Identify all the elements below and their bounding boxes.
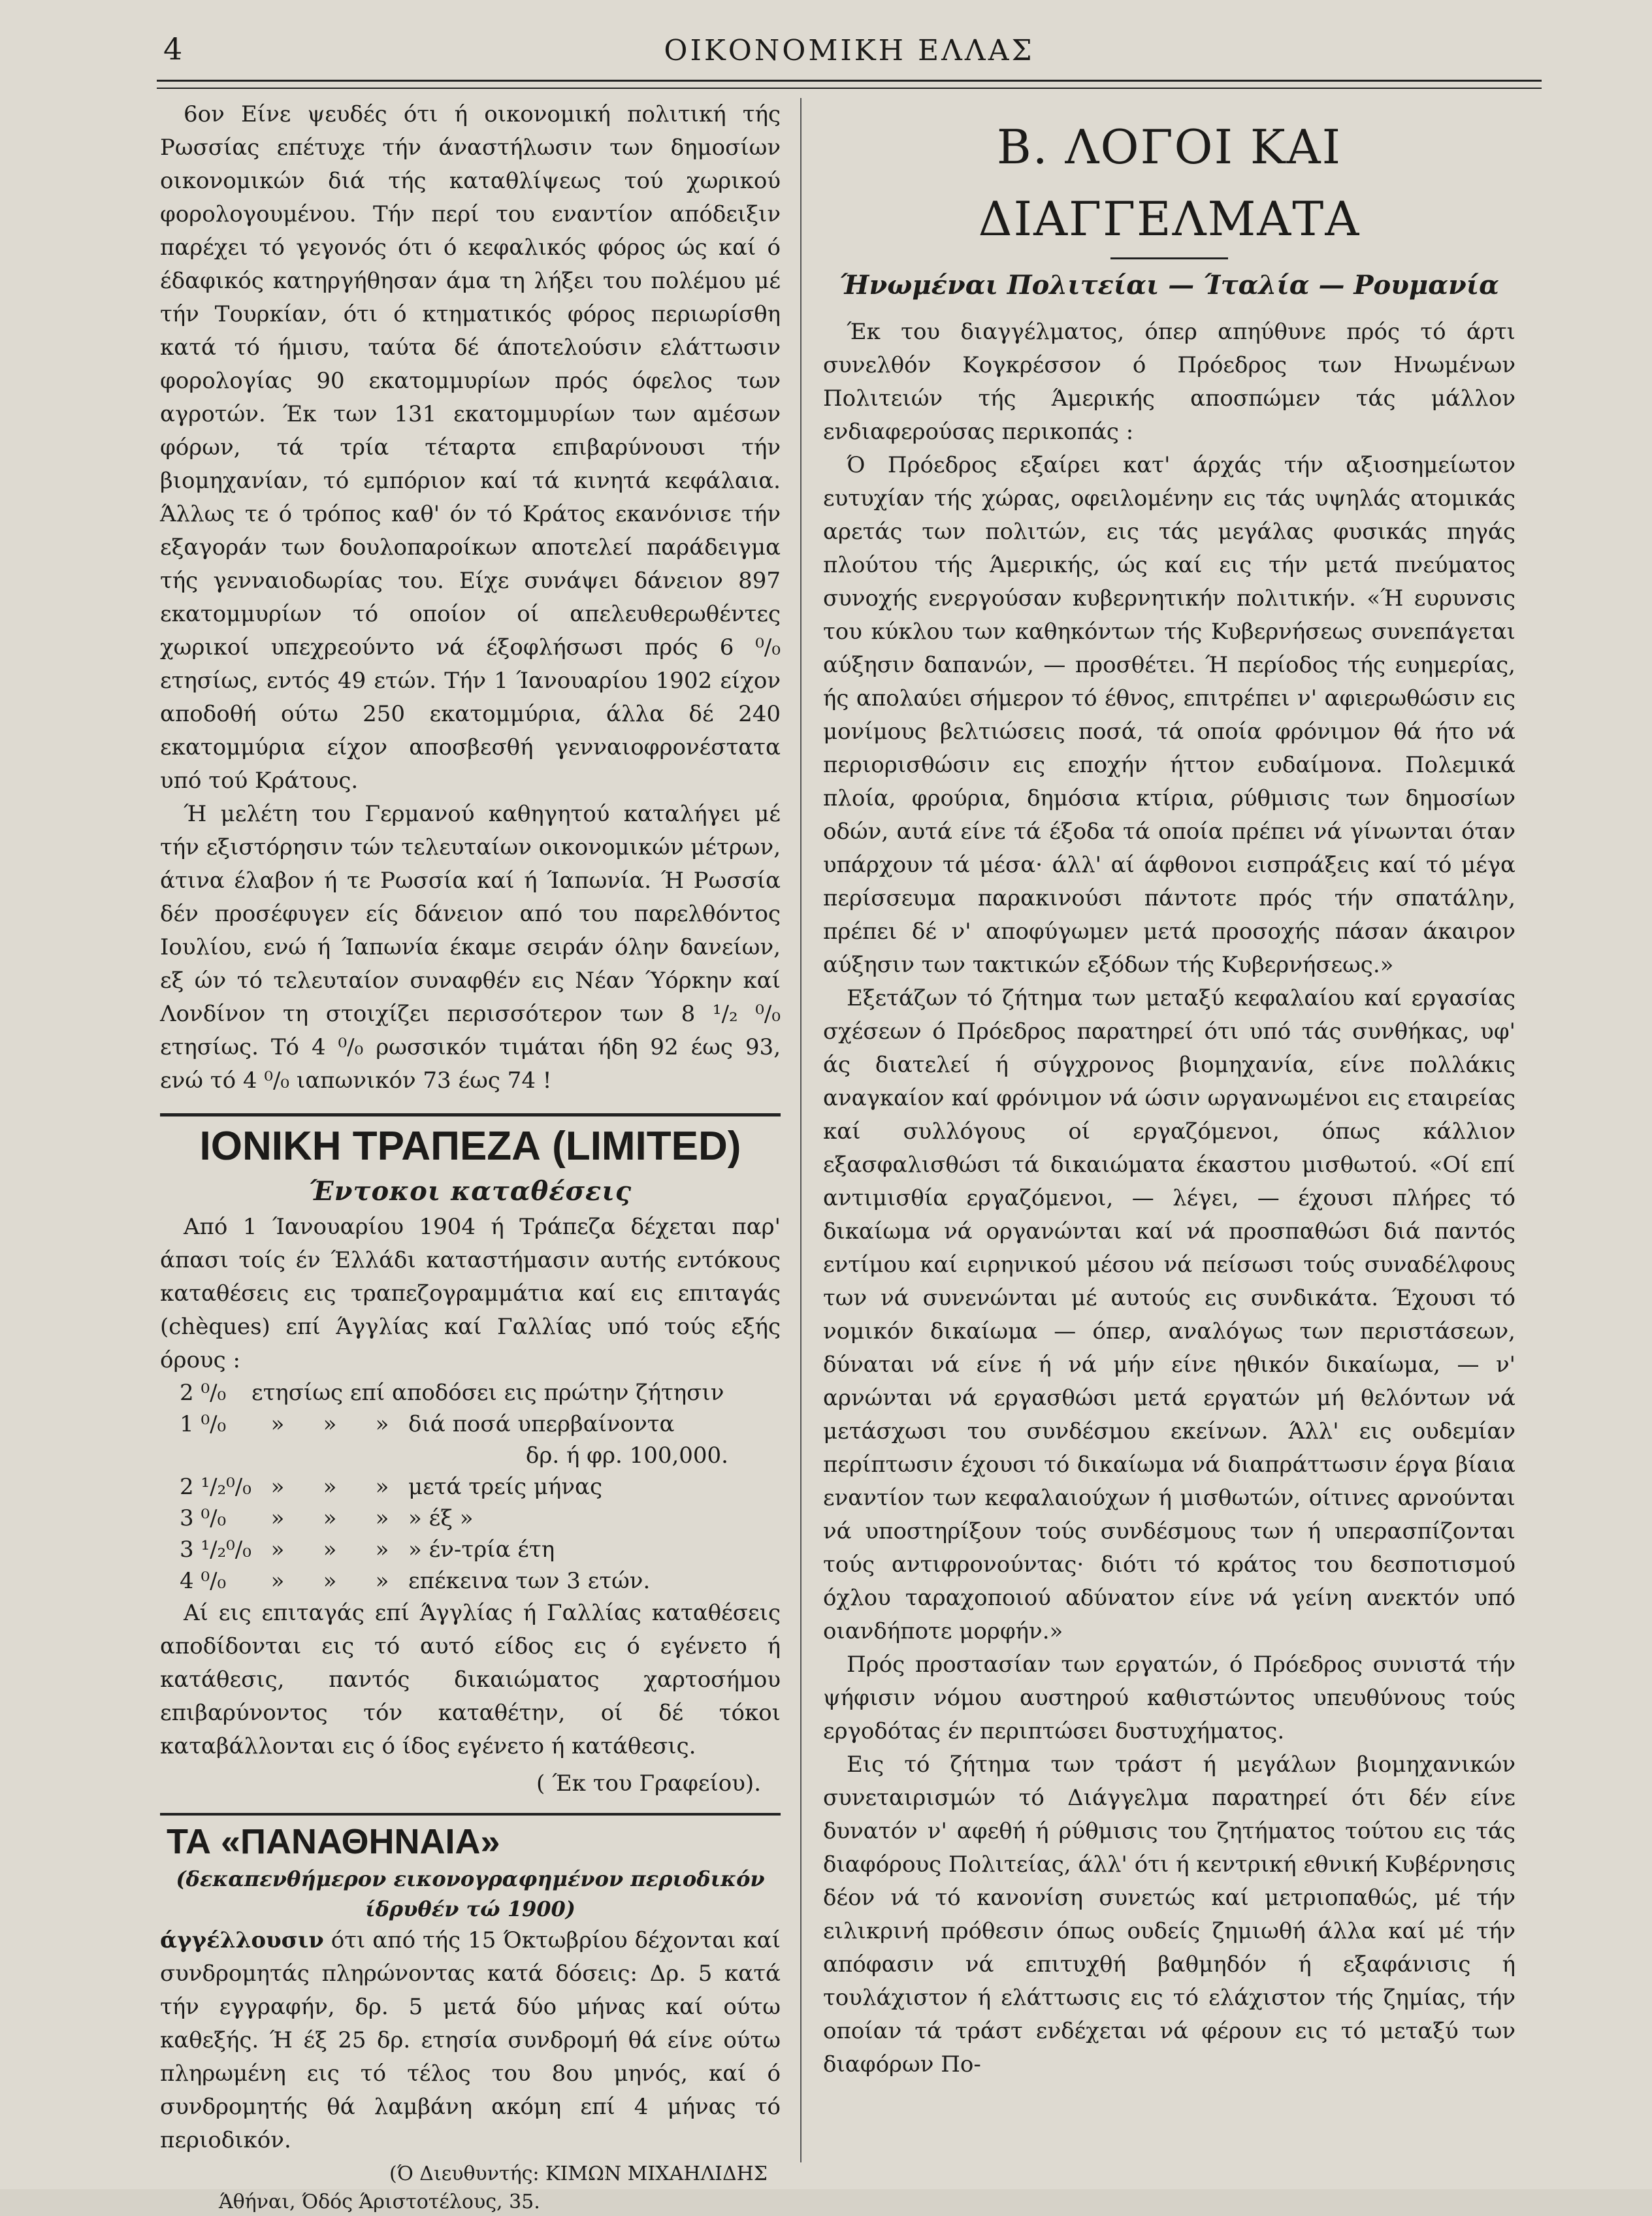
panathenaia-advertisement [160,1813,781,2216]
rate-row [160,1534,781,1565]
rate-row [160,1565,781,1597]
section-rule [1110,257,1228,259]
rate-row [160,1409,781,1440]
article-paragraph: Πρός προστασίαν των εργατών, ό Πρόεδρος συνιστά τήν ψήφισιν νόμου αυστηρού καθιστώντος υπευθύνους τούς εργοδότας έν περιπτώσει δυστυχήματος. [823,1652,1515,1744]
ditto-mark: » [375,1568,389,1594]
ditto-mark: » [270,1537,285,1563]
rate-text: ετησίως επί αποδόσει εις πρώτην ζήτησιν [251,1380,724,1406]
rate-value: 2 ⁰/₀ [180,1380,227,1406]
article-paragraph: Εξετάζων τό ζήτημα των μεταξύ κεφαλαίου καί εργασίας σχέσεων ό Πρόεδρος παρατηρεί ότι υπό τάς συνθήκας, υφ' άς διατελεί ή σύγχρονος βιομηχανία, είνε πολλάκις αναγκαίον καί φρόνιμον νά ώσιν ωργανωμένοι εις εταιρείας καί συλλόγους οί εργαζόμενοι, όπως κάλλιον εξασφαλισθώσι τά δικαιώματα έκαστου μισθωτού. «Οί επί αντιμισθία εργαζόμενοι, — λέγει, — έχουσι πλήρες τό δικαίωμα νά οργανώνται καί νά προσπαθώσι διά παντός εντίμου καί ειρηνικού μέσου νά πείσωσι τούς συναδέλφους των νά συνενώνται μέ αυτούς εις συνδικάτα. Έχουσι τό νομικόν δικαίωμα — όπερ, αναλόγως των περιστάσεων, δύναται νά είνε ή νά μήν είνε ηθικόν δικαίωμα, — ν' αρνώνται νά εργασθώσι μετά εργατών μή θελόντων νά μετάσχωσι του συνδέσμου εκείνων. Άλλ' εις ουδεμίαν περίπτωσιν έχουσι τό δικαίωμα νά διαπράττωσιν έργα βίαια εναντίον των κεφαλαιούχων ή μισθωτών, οίτινες αρνούνται νά υποστηρίξουν τούς συνδέσμους των ή υπερασπίζονται τούς αντιφρονούντας· διότι τό κράτος του δεσποτισμού όχλου ταραχοποιού αδύνατον είνε νά γείνη ανεκτόν υπό οιανδήποτε μορφήν.» [823,985,1515,1644]
rate-text: επέκεινα των 3 ετών. [408,1568,651,1594]
director-line: (Ό Διευθυντής: ΚΙΜΩΝ ΜΙΧΑΗΛΙΔΗΣ [389,2162,768,2185]
panathenaia-title: ΤΑ «ΠΑΝΑΘΗΝΑΙΑ» [160,1813,781,1864]
article-paragraph: Εις τό ζήτημα των τράστ ή μεγάλων βιομηχανικών συνεταιρισμών τό Διάγγελμα παρατηρεί ότι δέν είνε δυνατόν ν' αφεθή ή ρύθμισις του ζητήματος τούτου εις τάς διαφόρους Πολιτείας, άλλ' ότι ή κεντρική εθνική Κυβέρνησις δέον νά τό κανονίση συνετώς καί μετριοπαθώς, μέ τήν ειλικρινή πρόθεσιν όπως ουδείς ζημιωθή άλλα καί μέ τήν απόφασιν νά επιτυχθή βαθμηδόν ή εξαφάνισις ή τουλάχιστον ή ελάττωσις εις τό ελάχιστον τής ζημίας, τήν οποίαν τά τράστ ενδέχεται νά φέρουν εις τό μεταξύ των διαφόρων Πο- [823,1752,1515,2078]
ditto-mark: » [375,1411,389,1437]
ditto-mark: » [270,1505,285,1531]
ditto-mark: » [270,1411,285,1437]
column-divider [800,98,802,2162]
page-header [157,31,1542,77]
running-title: ΟΙΚΟΝΟΜΙΚΗ ΕΛΛΑΣ [664,34,1035,67]
left-column [160,98,781,2213]
panathenaia-subtitle: (δεκαπενθήμερον εικονογραφημένον περιοδικόν ίδρυθέν τώ 1900) [176,1866,765,1921]
rate-value: 3 ⁰/₀ [180,1505,227,1531]
article-paragraph: Έκ του διαγγέλματος, όπερ απηύθυνε πρός τό άρτι συνελθόν Κογκρέσσον ό Πρόεδρος των Ηνωμένων Πολιτειών τής Άμερικής αποσπώμεν τάς μάλλον ενδιαφερούσας περικοπάς : [823,319,1515,445]
intro-paragraph: 6ον Είνε ψευδές ότι ή οικονομική πολιτική τής Ρωσσίας επέτυχε τήν άναστήλωσιν των δημοσίων οικονομικών διά τής καταθλίψεως τού χωρικού φορολογουμένου. Τήν περί του εναντίον απόδειξιν παρέχει τό γεγονός ότι ό κεφαλικός φόρος ώς καί ό έδαφικός κατηργήθησαν άμα τη λήξει του πολέμου μέ τήν Τουρκίαν, ότι ό κτηματικός φόρος περιωρίσθη κατά τό ήμισυ, ταύτα δέ άποτελούσιν ελάττωσιν φορολογίας 90 εκατομμυρίων πρός όφελος των αγροτών. Έκ των 131 εκατομμυρίων των αμέσων φόρων, τά τρία τέταρτα επιβαρύνουσι τήν βιομηχανίαν, τό εμπόριον καί τά κινητά κεφάλαια. Άλλως τε ό τρόπος καθ' όν τό Κράτος εκανόνισε τήν εξαγοράν των δουλοπαροίκων αποτελεί παράδειγμα τής γενναιοδωρίας του. Είχε συνάψει δάνειον 897 εκατομμυρίων τό οποίον οί απελευθερωθέντες χωρικοί υπεχρεούντο νά έξοφλήσωσι πρός 6 ⁰/₀ ετησίως, εντός 49 ετών. Τήν 1 Ίανουαρίου 1902 είχον αποδοθή ούτω 250 εκατομμύρια, άλλα δέ 240 εκατομμύρια είχον αποσβεσθή γενναιοφρονέστατα υπό τού Κράτους. [160,101,781,794]
ditto-mark: » [375,1505,389,1531]
bank-source: ( Έκ του Γραφείου). [536,1770,761,1797]
rate-row [160,1377,781,1409]
ditto-mark: » [270,1474,285,1500]
ditto-mark: » [323,1537,337,1563]
address-line: Άθήναι, Όδός Άριστοτέλους, 35. [219,2191,540,2213]
ditto-mark: » [270,1568,285,1594]
section-title: Β. ΛΟΓΟΙ ΚΑΙ ΔΙΑΓΓΕΛΜΑΤΑ [978,120,1361,246]
header-rule [157,80,1542,89]
second-paragraph: Ή μελέτη του Γερμανού καθηγητού καταλήγει μέ τήν εξιστόρησιν τών τελευταίων οικονομικών μέτρων, άτινα έλαβον ή τε Ρωσσία καί ή Ίαπωνία. Ή Ρωσσία δέν προσέφυγεν είς δάνειον από του παρελθόντος Ιουλίου, ενώ ή Ίαπωνία έκαμε σειράν όλην δανείων, εξ ών τό τελευταίον συναφθέν εις Νέαν Ύόρκην καί Λονδίνον τη στοιχίζει περισσότερον των 8 ¹/₂ ⁰/₀ ετησίως. Τό 4 ⁰/₀ ρωσσικόν τιμάται ήδη 92 έως 93, ενώ τό 4 ⁰/₀ ιαπωνικόν 73 έως 74 ! [160,801,781,1094]
bank-title: ΙΟΝΙΚΗ ΤΡΑΠΕΖΑ (LIMITED) [160,1113,781,1173]
rate-row [160,1503,781,1534]
rate-text: » έν-τρία έτη [408,1537,555,1563]
panathenaia-body: ότι από τής 15 Όκτωβρίου δέχονται καί συνδρομητάς πληρώνοντας κατά δόσεις: Δρ. 5 κατά τήν εγγραφήν, δρ. 5 μετά δύο μήνας καί ούτω καθεξής. Ή έξ 25 δρ. ετησία συνδρομή θά είνε ούτω πληρωμένη εις τό τέλος του 8ου μηνός, καί ό συνδρομητής θά λαμβάνη ακόμη επί 4 μήνας τό περιοδικόν. [160,1927,781,2153]
rate-row [160,1471,781,1503]
bank-intro: Από 1 Ίανουαρίου 1904 ή Τράπεζα δέχεται παρ' άπασι τοίς έν Έλλάδι καταστήμασιν αυτής εντόκους καταθέσεις εις τραπεζογραμμάτια καί εις επιταγάς (chèques) επί Άγγλίας καί Γαλλίας υπό τούς εξής όρους : [160,1214,781,1373]
article-paragraph: Ό Πρόεδρος εξαίρει κατ' άρχάς τήν αξιοσημείωτον ευτυχίαν τής χώρας, οφειλομένην εις τάς υψηλάς ατομικάς αρετάς των πολιτών, εις τάς μεγάλας φυσικάς πηγάς πλούτου τής Άμερικής, ώς καί εις τήν μετά πνεύματος συνοχής ενεργούσαν κυβερνητικήν πολιτικήν. «Ή ευρυνσις του κύκλου των καθηκόντων τής Κυβερνήσεως συνεπάγεται αύξησιν δαπανών, — προσθέτει. Ή περίοδος τής ευημερίας, ής απολαύει σήμερον τό έθνος, επιτρέπει ν' αφιερωθώσιν εις μονίμους βελτιώσεις ποσά, τά οποία φρόνιμον θά ήτο νά περιορισθώσιν εις εποχήν ήττον ευδαίμονα. Πολεμικά πλοία, φρούρια, δημόσια κτίρια, ρύθμισις των δημοσίων οδών, αυτά είνε τά έξοδα τά οποία πρέπει νά γίνωνται όταν υπάρχουν τά μέσα· άλλ' αί άφθονοι εισπράξεις καί τό μέγα περίσσευμα παρακινούσι πάντοτε πρός τήν σπατάλην, πρέπει δέ ν' αποφύγωμεν μετά προσοχής πάσαν άκαιρον αύξησιν των τακτικών εξόδων τής Κυβερνήσεως.» [823,452,1515,978]
ditto-mark: » [323,1474,337,1500]
ditto-mark: » [375,1474,389,1500]
panathenaia-lead: άγγέλλουσιν [160,1927,324,1953]
rate-continuation: δρ. ή φρ. 100,000. [525,1442,728,1469]
rate-text: » έξ » [408,1505,474,1531]
ditto-mark: » [323,1411,337,1437]
right-column [823,98,1515,2162]
ditto-mark: » [323,1505,337,1531]
rates-list [160,1377,781,1597]
rate-value: 4 ⁰/₀ [180,1568,227,1594]
rate-value: 3 ¹/₂⁰/₀ [180,1537,251,1563]
ditto-mark: » [323,1568,337,1594]
bank-advertisement [160,1113,781,1800]
rate-value: 2 ¹/₂⁰/₀ [180,1474,251,1500]
section-subtitle: Ήνωμέναι Πολιτείαι — Ίταλία — Ρουμανία [839,270,1499,301]
rate-value: 1 ⁰/₀ [180,1411,227,1437]
page-number: 4 [163,31,183,67]
rate-text: διά ποσά υπερβαίνοντα [408,1411,675,1437]
bank-closing: Αί εις επιταγάς επί Άγγλίας ή Γαλλίας καταθέσεις αποδίδονται εις τό αυτό είδος εις ό εγένετο ή κατάθεσις, παντός δικαιώματος χαρτοσήμου επιβαρύνοντος τόν καταθέτην, οί δέ τόκοι καταβάλλονται εις ό ίδος εγένετο ή κατάθεσις. [160,1600,781,1759]
rate-text: μετά τρείς μήνας [408,1474,603,1500]
ditto-mark: » [375,1537,389,1563]
bank-subtitle: Έντοκοι καταθέσεις [308,1176,632,1207]
